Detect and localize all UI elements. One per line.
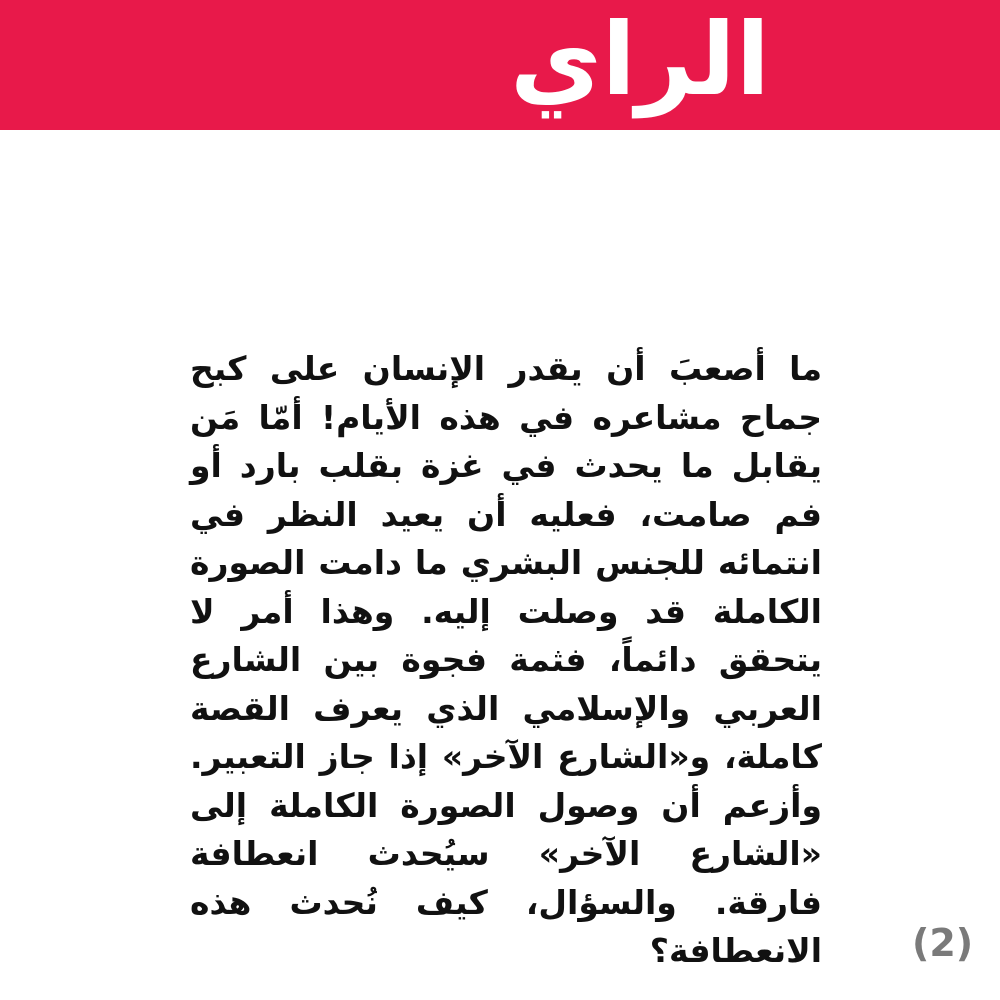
article-body: ما أصعبَ أن يقدر الإنسان على كبح جماح مشاعره في هذه الأيام! أمّا مَن يقابل ما يحدث في غزة بقلب بارد أو فم صامت، فعليه أن يعيد النظر في انتمائه للجنس البشري ما دامت الصورة الكاملة قد وصلت إليه. وهذا أمر لا يتحقق دائماً، فثمة فجوة بين الشارع العربي والإسلامي الذي يعرف القصة كاملة، و«الشارع الآخر» إذا جاز التعبير. وأزعم أن وصول الصورة الكاملة إلى «الشارع الآخر» سيُحدث انعطافة فارقة. والسؤال، كيف نُحدث هذه الانعطافة؟ — [190, 349, 822, 970]
page-number: (2) — [912, 921, 974, 965]
logo: الراي — [510, 1, 770, 118]
header-band — [0, 0, 1000, 130]
